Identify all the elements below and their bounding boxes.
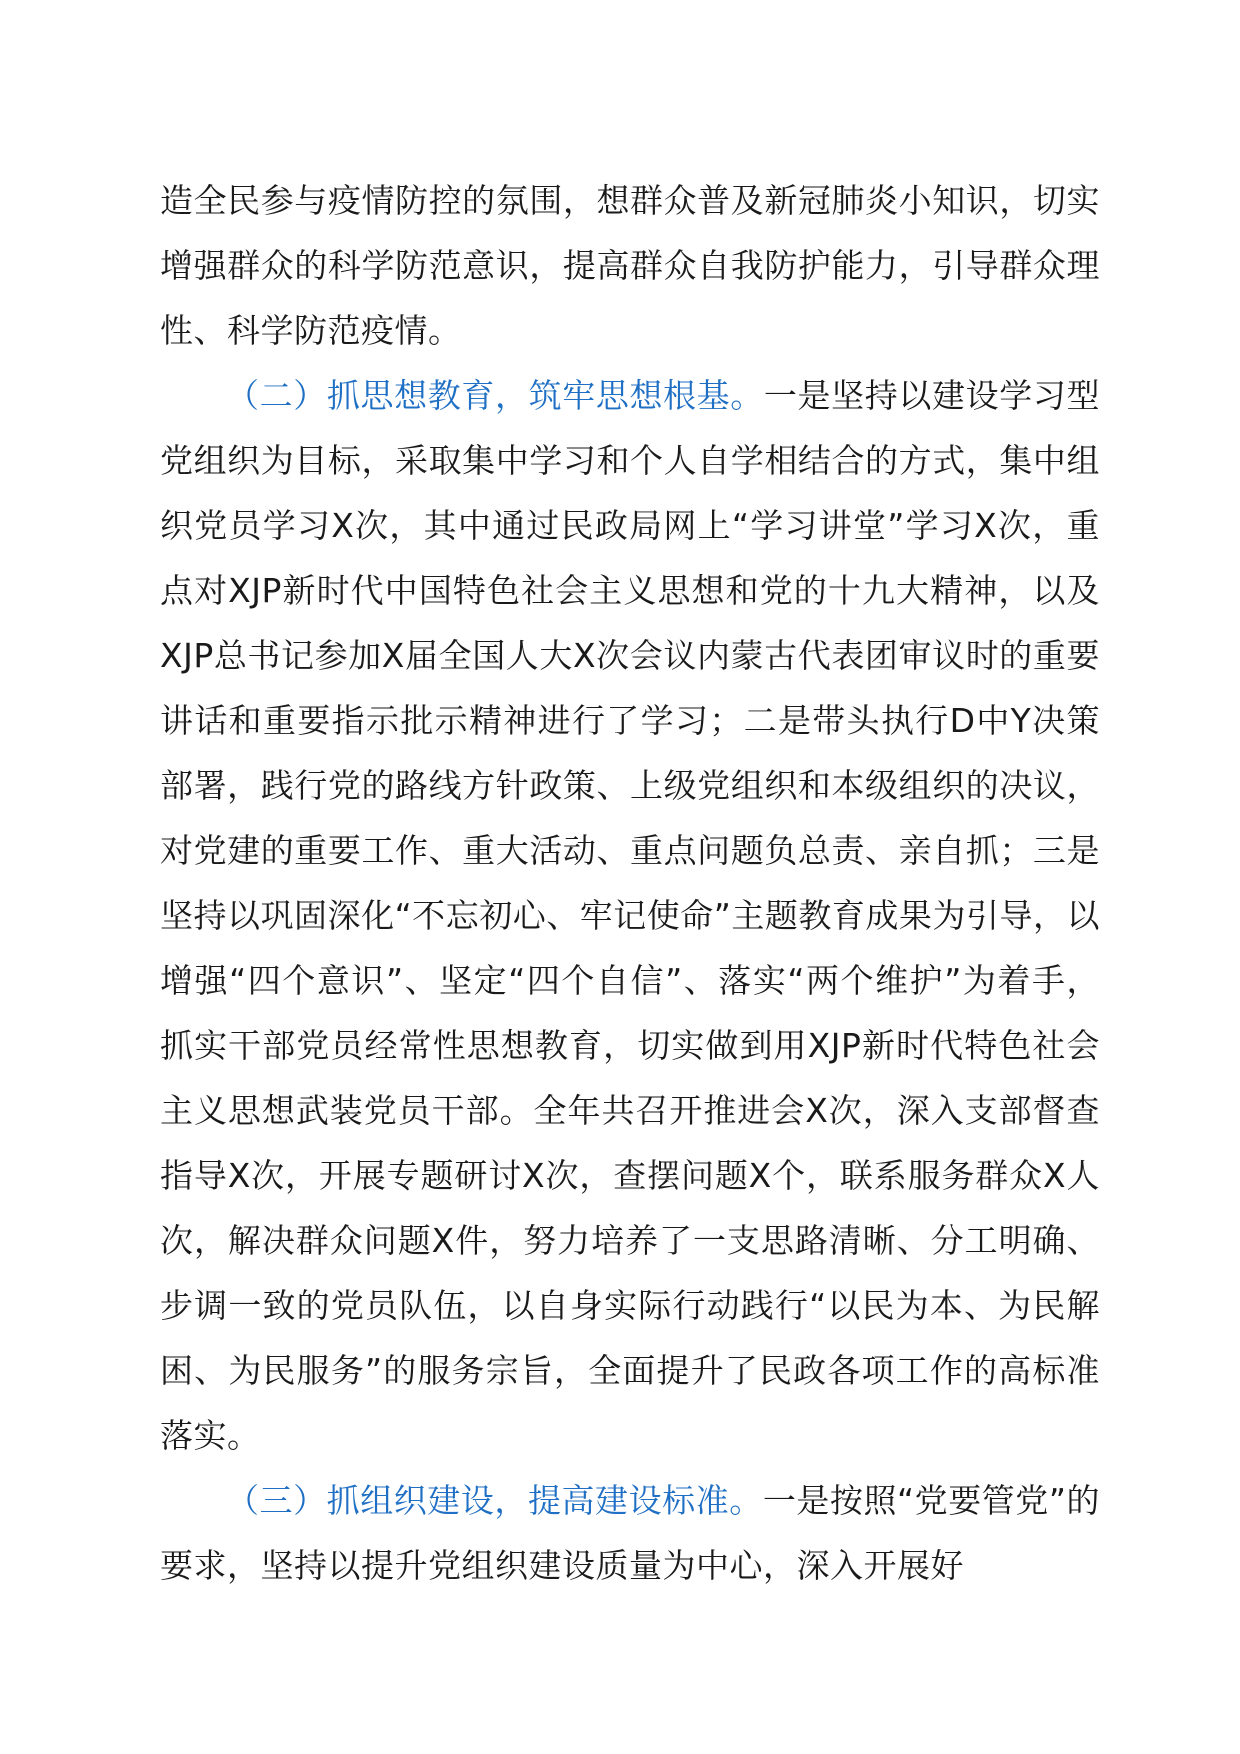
paragraph-text: 一是坚持以建设学习型党组织为目标，采取集中学习和个人自学相结合的方式，集中组织党员学习X次，其中通过民政局网上“学习讲堂”学习X次，重点对XJP新时代中国特色社会主义思想和党的十九大精神，以及XJP总书记参加X届全国人大X次会议内蒙古代表团审议时的重要讲话和重要指示批示精神进行了学习；二是带头执行D中Y决策部署，践行党的路线方针政策、上级党组织和本级组织的决议，对党建的重要工作、重大活动、重点问题负总责、亲自抓；三是坚持以巩固深化“不忘初心、牢记使命”主题教育成果为引导，以增强“四个意识”、坚定“四个自信”、落实“两个维护”为着手，抓实干部党员经常性思想教育，切实做到用XJP新时代特色社会主义思想武装党员干部。全年共召开推进会X次，深入支部督查指导X次，开展专题研讨X次，查摆问题X个，联系服务群众X人次，解决群众问题X件，努力培养了一支思路清晰、分工明确、步调一致的党员队伍，以自身实际行动践行“以民为本、为民解困、为民服务”的服务宗旨，全面提升了民政各项工作的高标准落实。 (160, 376, 1101, 1455)
document-body (160, 168, 1100, 1598)
section-heading: （三）抓组织建设，提高建设标准。 (226, 1481, 763, 1520)
paragraph-text: 一是按照“党要管党”的要求，坚持以提升党组织建设质量为中心，深入开展好 (160, 1481, 1101, 1585)
paragraph-text: 造全民参与疫情防控的氛围，想群众普及新冠肺炎小知识，切实增强群众的科学防范意识，提高群众自我防护能力，引导群众理性、科学防范疫情。 (160, 181, 1100, 350)
paragraph-section-2 (160, 363, 1100, 1468)
section-heading: （二）抓思想教育，筑牢思想根基。 (226, 376, 764, 415)
paragraph-continuation (160, 168, 1100, 363)
paragraph-section-3 (160, 1468, 1100, 1598)
